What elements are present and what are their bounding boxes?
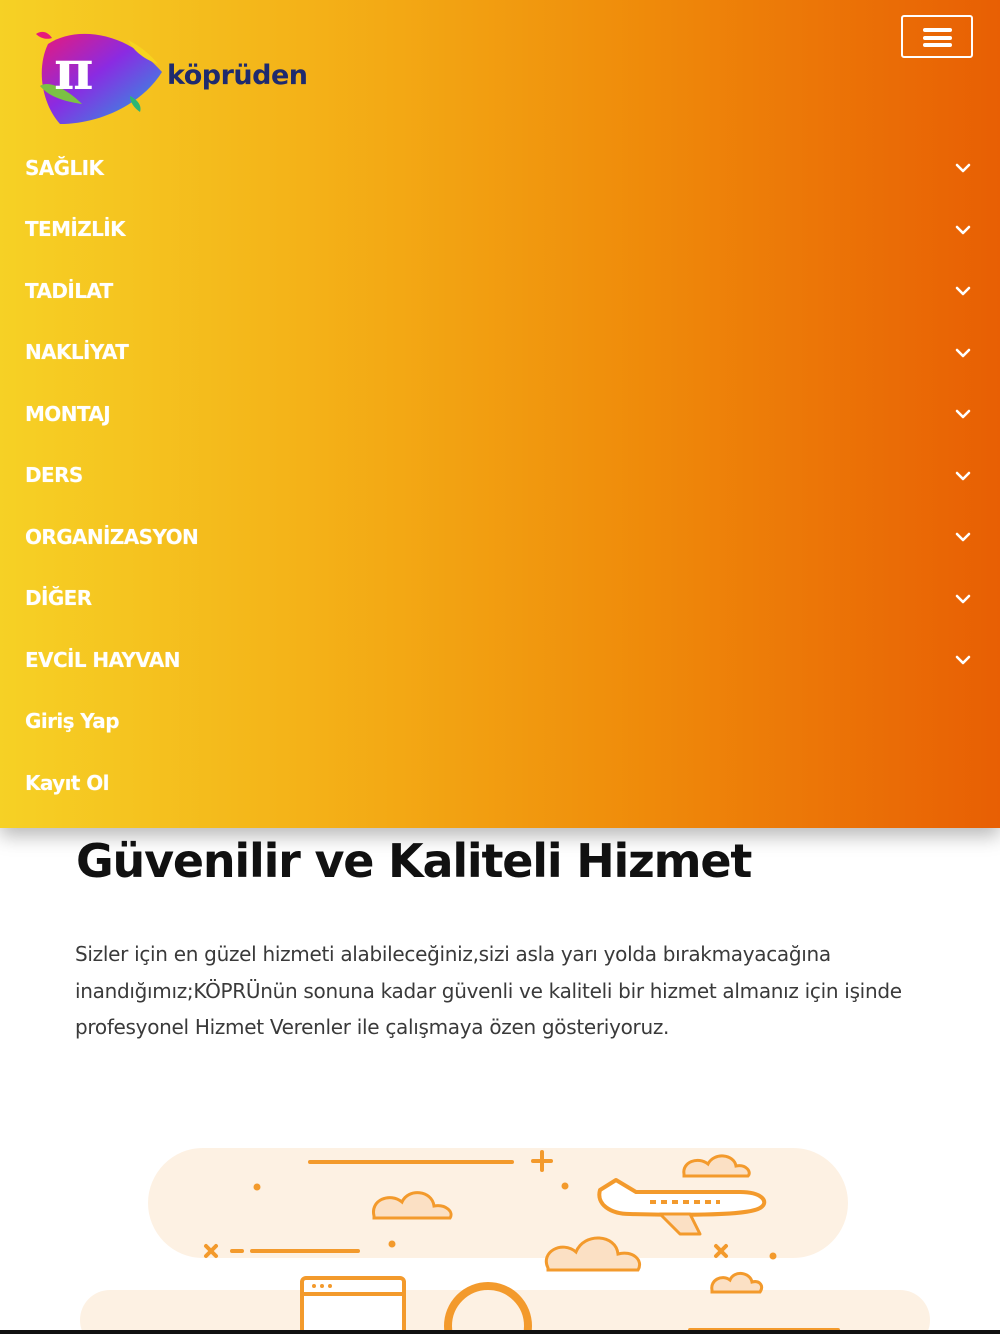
menu-item-label: TADİLAT (25, 278, 113, 303)
chevron-down-icon[interactable] (955, 409, 971, 419)
decor-dot (389, 1241, 396, 1248)
chevron-down-icon[interactable] (955, 286, 971, 296)
menu-item-8[interactable] (0, 629, 1000, 691)
bottom-edge (0, 1330, 1000, 1334)
menu-item-3[interactable] (0, 322, 1000, 384)
menu-item-label: MONTAJ (25, 401, 111, 426)
brand-logo[interactable] (30, 24, 320, 134)
chevron-down-icon[interactable] (955, 163, 971, 173)
menu-item-label: SAĞLIK (25, 155, 104, 180)
browser-window-icon (302, 1278, 404, 1334)
menu-item-6[interactable] (0, 506, 1000, 568)
chevron-down-icon[interactable] (955, 655, 971, 665)
menu-item-0[interactable] (0, 137, 1000, 199)
menu-toggle-button[interactable] (901, 15, 973, 58)
menu-item-label: ORGANİZASYON (25, 524, 199, 549)
menu-item-7[interactable] (0, 568, 1000, 630)
menu-item-label: DİĞER (25, 586, 92, 611)
chevron-down-icon[interactable] (955, 594, 971, 604)
cloud-background-shape (80, 1290, 930, 1334)
menu-item-label: EVCİL HAYVAN (25, 647, 180, 672)
menu-item-5[interactable] (0, 445, 1000, 507)
main-menu (0, 137, 1000, 814)
brand-name: köprüden (167, 60, 308, 91)
chevron-down-icon[interactable] (955, 471, 971, 481)
menu-item-label: DERS (25, 463, 83, 488)
chevron-down-icon[interactable] (955, 225, 971, 235)
menu-item-2[interactable] (0, 260, 1000, 322)
chevron-down-icon[interactable] (955, 348, 971, 358)
hamburger-icon-line (923, 28, 952, 32)
menu-item-label: Kayıt Ol (25, 770, 109, 795)
logo-emblem-icon (30, 24, 170, 134)
decor-dot (562, 1183, 569, 1190)
menu-item-label: Giriş Yap (25, 709, 119, 734)
menu-item-label: NAKLİYAT (25, 340, 129, 365)
menu-item-label: TEMİZLİK (25, 217, 126, 242)
menu-item-10[interactable] (0, 752, 1000, 814)
menu-item-1[interactable] (0, 199, 1000, 261)
hero-description: Sizler için en güzel hizmeti alabileceğiniz,sizi asla yarı yolda bırakmayacağına inandığımız;KÖPRÜnün sonuna kadar güvenli ve kaliteli bir hizmet almanız için işinde profesyonel Hizmet Verenler ile çalışmaya özen gösteriyoruz. (75, 942, 902, 1039)
travel-illustration (70, 1140, 930, 1334)
decor-dot (770, 1253, 777, 1260)
decor-dot (254, 1184, 261, 1191)
menu-item-4[interactable] (0, 383, 1000, 445)
menu-item-9[interactable] (0, 691, 1000, 753)
hero-title: Güvenilir ve Kaliteli Hizmet (76, 834, 752, 888)
logo-pi-symbol: π (54, 38, 94, 102)
hamburger-icon-line (923, 43, 952, 47)
hamburger-icon-line (923, 36, 952, 40)
main-content (0, 828, 1000, 1334)
cloud-icon (712, 1273, 762, 1292)
chevron-down-icon[interactable] (955, 532, 971, 542)
